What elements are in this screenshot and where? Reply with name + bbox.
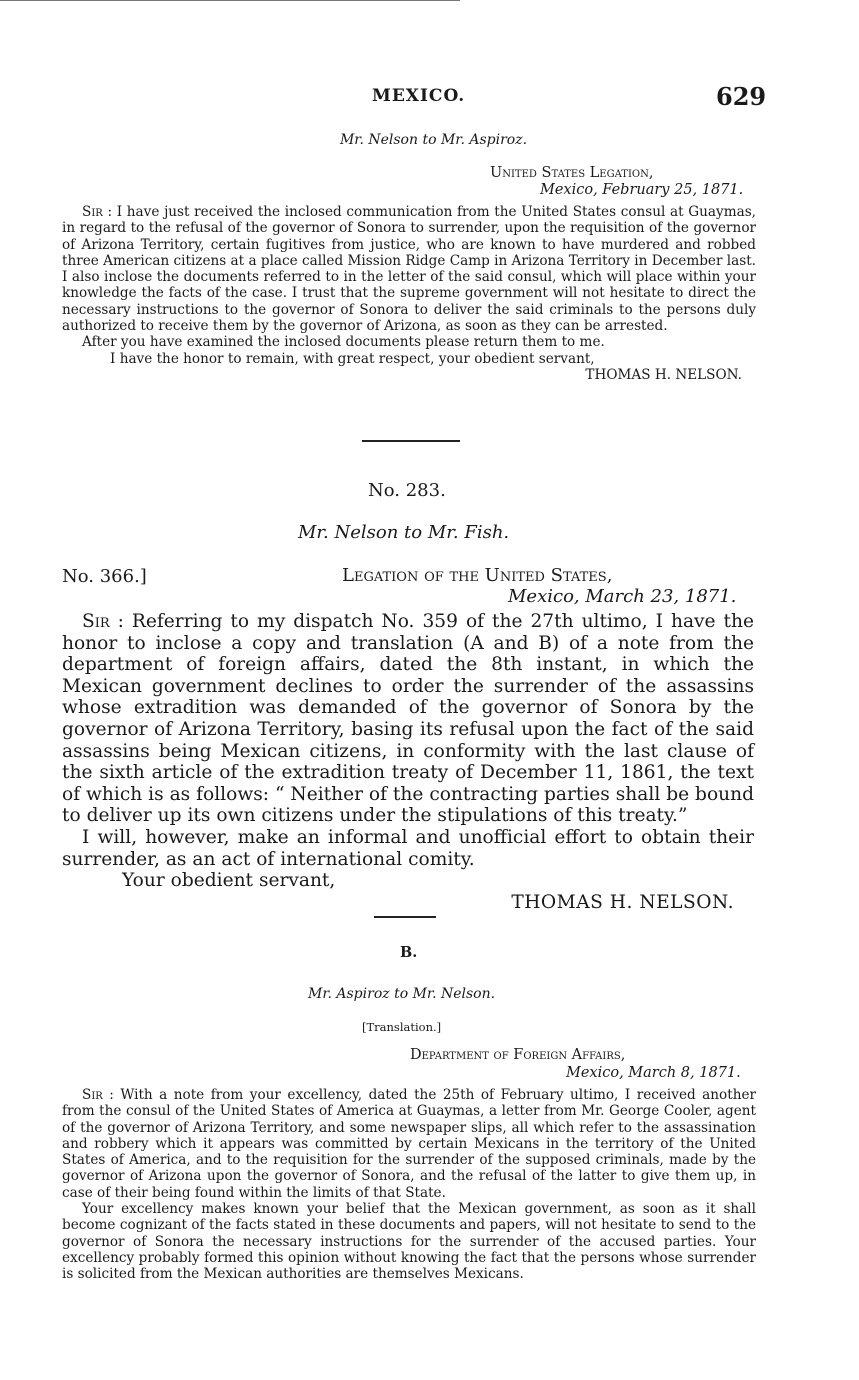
letter2-signature: THOMAS H. NELSON. — [511, 891, 734, 913]
letter3-paragraph-2: Your excellency makes known your belief that the Mexican government, as soon as it shall become cognizant of the facts stated in these documents and papers, will not hesitate to send to the governor of Sonora the necessary instructions for the surrender of the accused parties. Your excellency probably formed this opinion without knowing the fact that the persons whose surrender is solicited from the Mexican authorities are themselves Mexicans. — [62, 1201, 756, 1283]
letter2-paragraph-1: Sir : Referring to my dispatch No. 359 of the 27th ultimo, I have the honor to inclose a copy and translation (A and B) of a note from the department of foreign affairs, dated the 8th instant, in which the Mexican government declines to order the surrender of the assassins whose extradition was demanded of the governor of Sonora by the governor of Arizona Territory, basing its refusal upon the fact of the said assassins being Mexican citizens, in conformity with the last clause of the sixth article of the extradition treaty of December 11, 1861, the text of which is as follows: “ Neither of the contracting parties shall be bound to deliver up its own citizens under the stipulations of this treaty.” — [62, 611, 754, 827]
letter2-heading: Mr. Nelson to Mr. Fish. — [298, 522, 510, 543]
letter1-date: Mexico, February 25, 1871. — [540, 182, 744, 198]
page-number: 629 — [716, 82, 767, 111]
enclosure-label: B. — [400, 944, 418, 961]
letter2-place: Legation of the United States, — [342, 565, 613, 586]
letter2-salutation: Sir : — [82, 611, 124, 632]
letter2-dispatch-number: No. 366.] — [62, 566, 147, 587]
letter3-date: Mexico, March 8, 1871. — [566, 1065, 741, 1081]
separator-rule — [362, 440, 460, 442]
letter1-signature: THOMAS H. NELSON. — [585, 366, 742, 383]
letter1-heading: Mr. Nelson to Mr. Aspiroz. — [339, 132, 528, 148]
letter2-closing: Your obedient servant, — [122, 870, 336, 892]
running-title: MEXICO. — [372, 86, 466, 106]
letter3-salutation: Sir : — [82, 1087, 114, 1103]
letter3-body — [62, 1087, 756, 1283]
separator-rule-2 — [374, 916, 436, 918]
letter1-body — [62, 204, 756, 383]
letter1-salutation: Sir : — [82, 204, 113, 220]
letter2-body — [62, 611, 754, 913]
top-border-line — [0, 0, 460, 1]
letter3-paragraph-1: Sir : With a note from your excellency, dated the 25th of February ultimo, I received another from the consul of the United States of America at Guaymas, a letter from Mr. George Cooler, agent of the governor of Arizona Territory, and some newspaper slips, all which refer to the assassination and robbery which it appears was committed by certain Mexicans in the territory of the United States of America, and to the requisition for the surrender of the supposed criminals, made by the governor of Arizona upon the governor of Sonora, and the refusal of the latter to give them up, in case of their being found within the limits of that State. — [62, 1087, 756, 1201]
letter2-date: Mexico, March 23, 1871. — [508, 586, 737, 607]
translation-note: [Translation.] — [362, 1020, 442, 1034]
letter3-heading: Mr. Aspiroz to Mr. Nelson. — [308, 986, 496, 1002]
letter3-place: Department of Foreign Affairs, — [410, 1047, 626, 1063]
letter2-paragraph-2: I will, however, make an informal and unofficial effort to obtain their surrender, as an act of international comity. — [62, 826, 754, 870]
letter1-paragraph-1: Sir : I have just received the inclosed communication from the United States consul at Guaymas, in regard to the refusal of the governor of Sonora to surrender, upon the requisition of the governor of Arizona Territory, certain fugitives from justice, who are known to have murdered and robbed three American citizens at a place called Mission Ridge Camp in Arizona Territory in December last. I also inclose the documents referred to in the letter of the said consul, which will place within your knowledge the facts of the case. I trust that the supreme government will not hesitate to direct the necessary instructions to the governor of Sonora to deliver the said criminals to the persons duly authorized to receive them by the governor of Arizona, as soon as they can be arrested. — [62, 204, 756, 335]
letter1-paragraph-2: After you have examined the inclosed documents please return them to me. — [82, 334, 605, 351]
letter1-place: United States Legation, — [490, 165, 654, 181]
letter1-closing: I have the honor to remain, with great respect, your obedient servant, — [110, 350, 595, 367]
letter2-number: No. 283. — [368, 480, 446, 501]
